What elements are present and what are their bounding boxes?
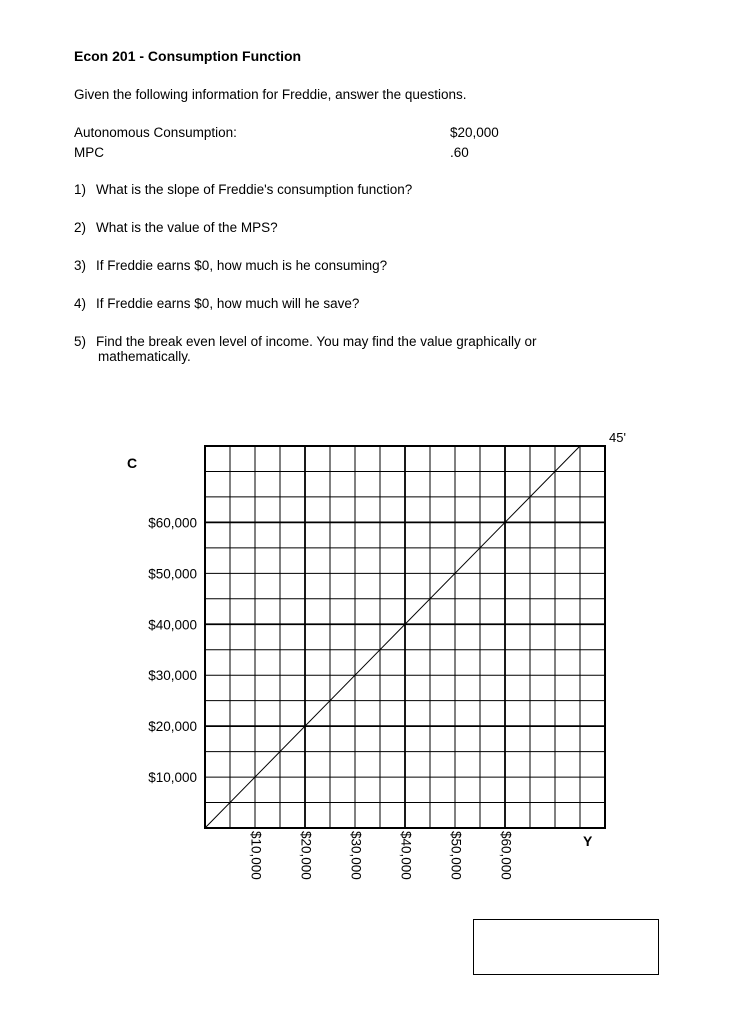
forty-five-label: 45': [609, 430, 626, 445]
given-value-autonomous: $20,000: [450, 125, 499, 140]
question-text: If Freddie earns $0, how much is he consuming?: [96, 258, 388, 273]
page-title: Econ 201 - Consumption Function: [74, 48, 302, 64]
question-number: 3): [74, 258, 87, 273]
y-tick-label: $30,000: [148, 668, 197, 684]
x-tick-label: $50,000: [448, 831, 464, 880]
x-tick-label: $40,000: [398, 831, 414, 880]
given-label-autonomous: Autonomous Consumption:: [74, 125, 237, 140]
given-label-mpc: MPC: [74, 145, 104, 160]
x-tick-label: $60,000: [498, 831, 514, 880]
question-text-continued: mathematically.: [98, 349, 191, 364]
given-value-mpc: .60: [450, 145, 469, 160]
intro-text: Given the following information for Freddie, answer the questions.: [74, 87, 467, 102]
question-number: 1): [74, 182, 87, 197]
y-tick-label: $60,000: [148, 515, 197, 531]
question-text: What is the value of the MPS?: [96, 220, 278, 235]
y-tick-label: $40,000: [148, 617, 197, 633]
question-text: If Freddie earns $0, how much will he save?: [96, 296, 360, 311]
y-tick-label: $50,000: [148, 566, 197, 582]
question-number: 4): [74, 296, 87, 311]
x-axis-label: Y: [583, 833, 593, 849]
question-text: Find the break even level of income. You may find the value graphically or: [96, 334, 537, 349]
answer-box[interactable]: [473, 919, 659, 975]
question-text: What is the slope of Freddie's consumption function?: [96, 182, 413, 197]
x-tick-label: $30,000: [348, 831, 364, 880]
y-tick-label: $20,000: [148, 719, 197, 735]
question-number: 5): [74, 334, 87, 349]
y-tick-label: $10,000: [148, 770, 197, 786]
y-axis-label: C: [127, 455, 138, 471]
question-number: 2): [74, 220, 87, 235]
x-tick-label: $20,000: [298, 831, 314, 880]
x-tick-label: $10,000: [248, 831, 264, 880]
forty-five-degree-line: [205, 446, 580, 828]
